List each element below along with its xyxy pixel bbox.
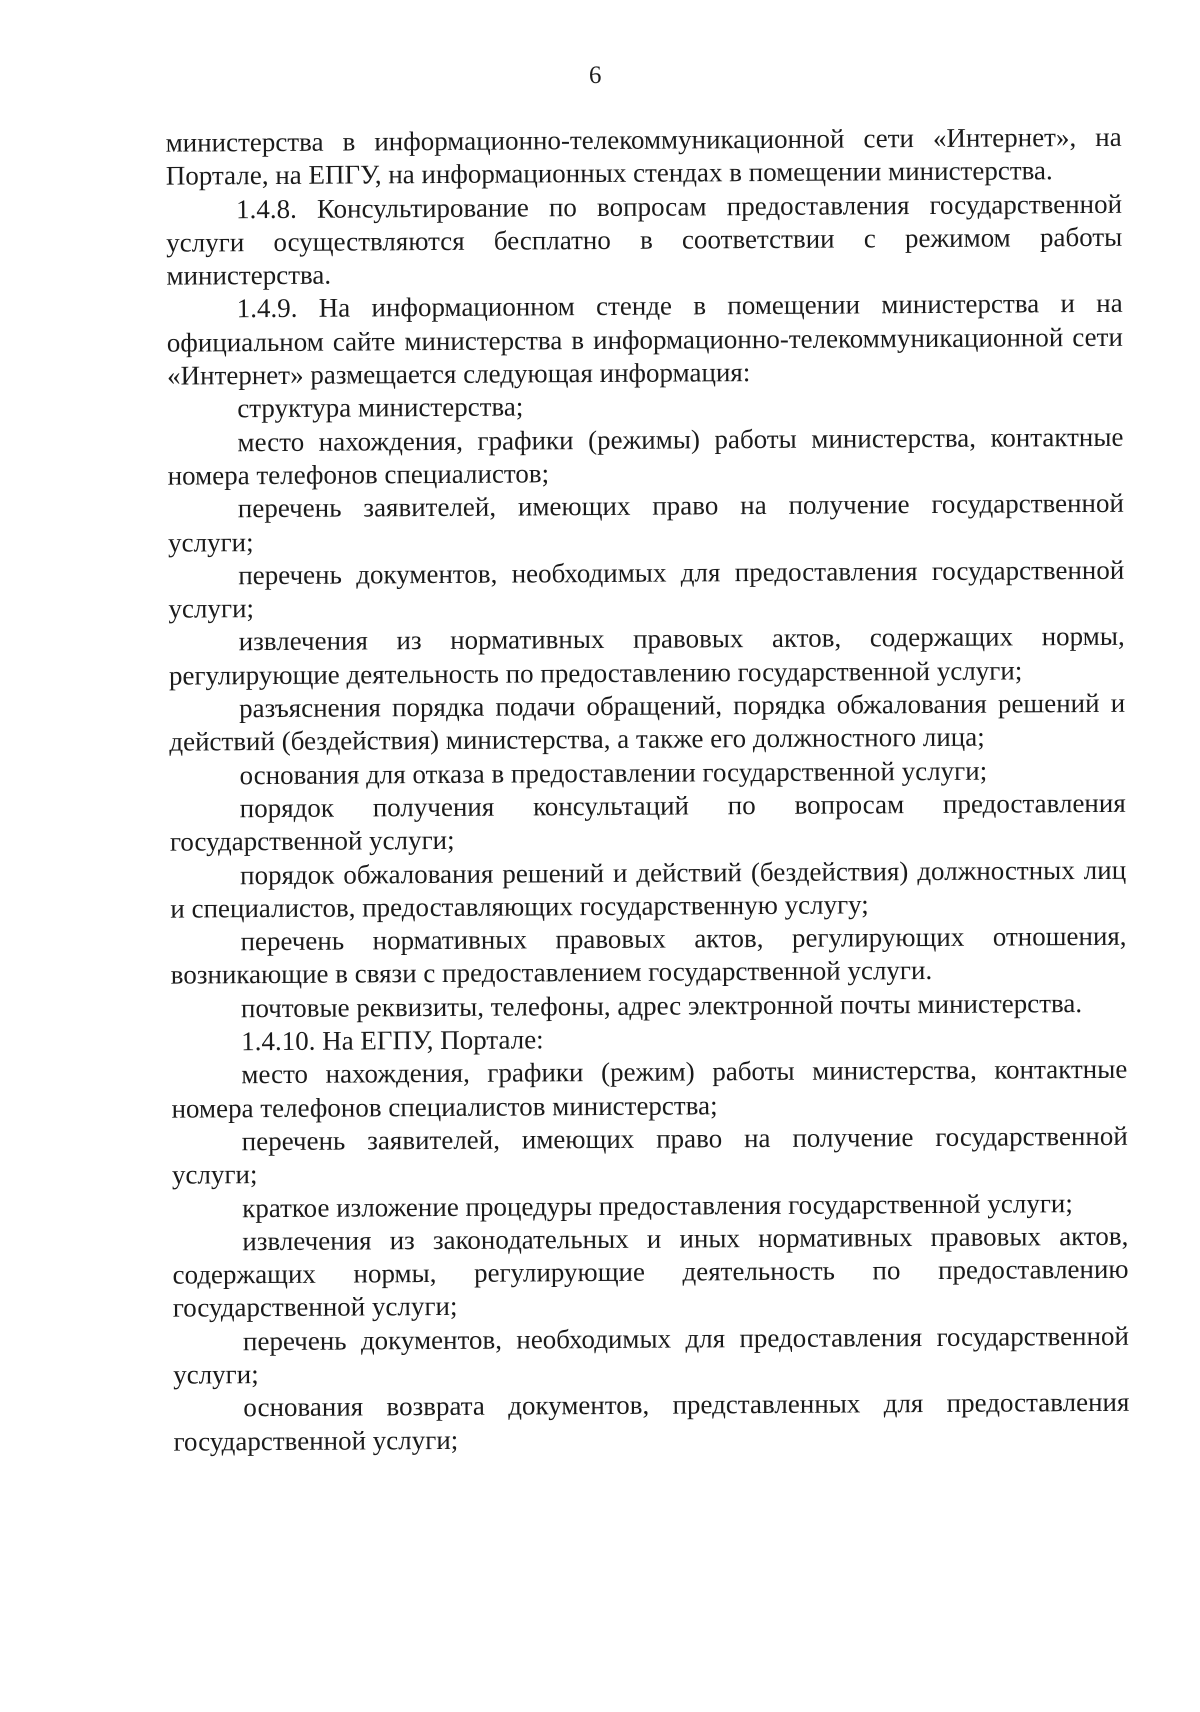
- list-item: почтовые реквизиты, телефоны, адрес электронной почты министерства.: [240, 987, 1083, 1023]
- list-item: место нахождения, графики (режим) работы министерства, контактные номера телефонов специалистов министерства;: [171, 1054, 1128, 1124]
- list-item: перечень документов, необходимых для предоставления государственной услуги;: [168, 554, 1125, 624]
- list-item: перечень заявителей, имеющих право на получение государственной услуги;: [171, 1120, 1128, 1190]
- list-item: перечень нормативных правовых актов, регулирующих отношения, возникающие в связи с предоставлением государственной услуги.: [170, 920, 1127, 991]
- document-body: [166, 121, 1130, 1459]
- list-item: разъяснения порядка подачи обращений, порядка обжалования решений и действий (бездействия) министерства, а также его должностного лица;: [169, 687, 1126, 757]
- list-item: порядок получения консультаций по вопросам предоставления государственной услуги;: [169, 787, 1126, 857]
- paragraph-1-4-9: 1.4.9. На информационном стенде в помещении министерства и на официальном сайте министерства в информационно-телекоммуникационной сети «Интернет» размещается следующая информация:: [166, 288, 1123, 391]
- paragraph-continuation: министерства в информационно-телекоммуникационной сети «Интернет», на Портале, на ЕПГУ, на информационных стендах в помещении министерства.: [165, 121, 1122, 191]
- list-item: структура министерства;: [237, 391, 524, 424]
- list-item: извлечения из законодательных и иных нормативных правовых актов, содержащих нормы, регулирующие деятельность по предоставлению государственной услуги;: [172, 1220, 1129, 1324]
- list-item: основания возврата документов, представленных для предоставления государственной услуги;: [173, 1387, 1130, 1457]
- list-item: перечень документов, необходимых для предоставления государственной услуги;: [173, 1320, 1130, 1390]
- list-item: место нахождения, графики (режимы) работы министерства, контактные номера телефонов специалистов;: [167, 421, 1124, 491]
- paragraph-1-4-8: 1.4.8. Консультирование по вопросам предоставления государственной услуги осуществляются бесплатно в соответствии с режимом работы министерства.: [166, 188, 1123, 291]
- list-item: порядок обжалования решений и действий (бездействия) должностных лиц и специалистов, предоставляющих государственную услугу;: [170, 854, 1127, 924]
- paragraph-1-4-10: 1.4.10. На ЕГПУ, Портале:: [241, 1024, 544, 1057]
- list-item: основания для отказа в предоставлении государственной услуги;: [239, 755, 988, 790]
- page-number: 6: [588, 61, 602, 90]
- list-item: извлечения из нормативных правовых актов, содержащих нормы, регулирующие деятельность по предоставлению государственной услуги;: [168, 621, 1125, 691]
- list-item: перечень заявителей, имеющих право на получение государственной услуги;: [167, 488, 1124, 558]
- list-item: краткое изложение процедуры предоставления государственной услуги;: [242, 1187, 1073, 1223]
